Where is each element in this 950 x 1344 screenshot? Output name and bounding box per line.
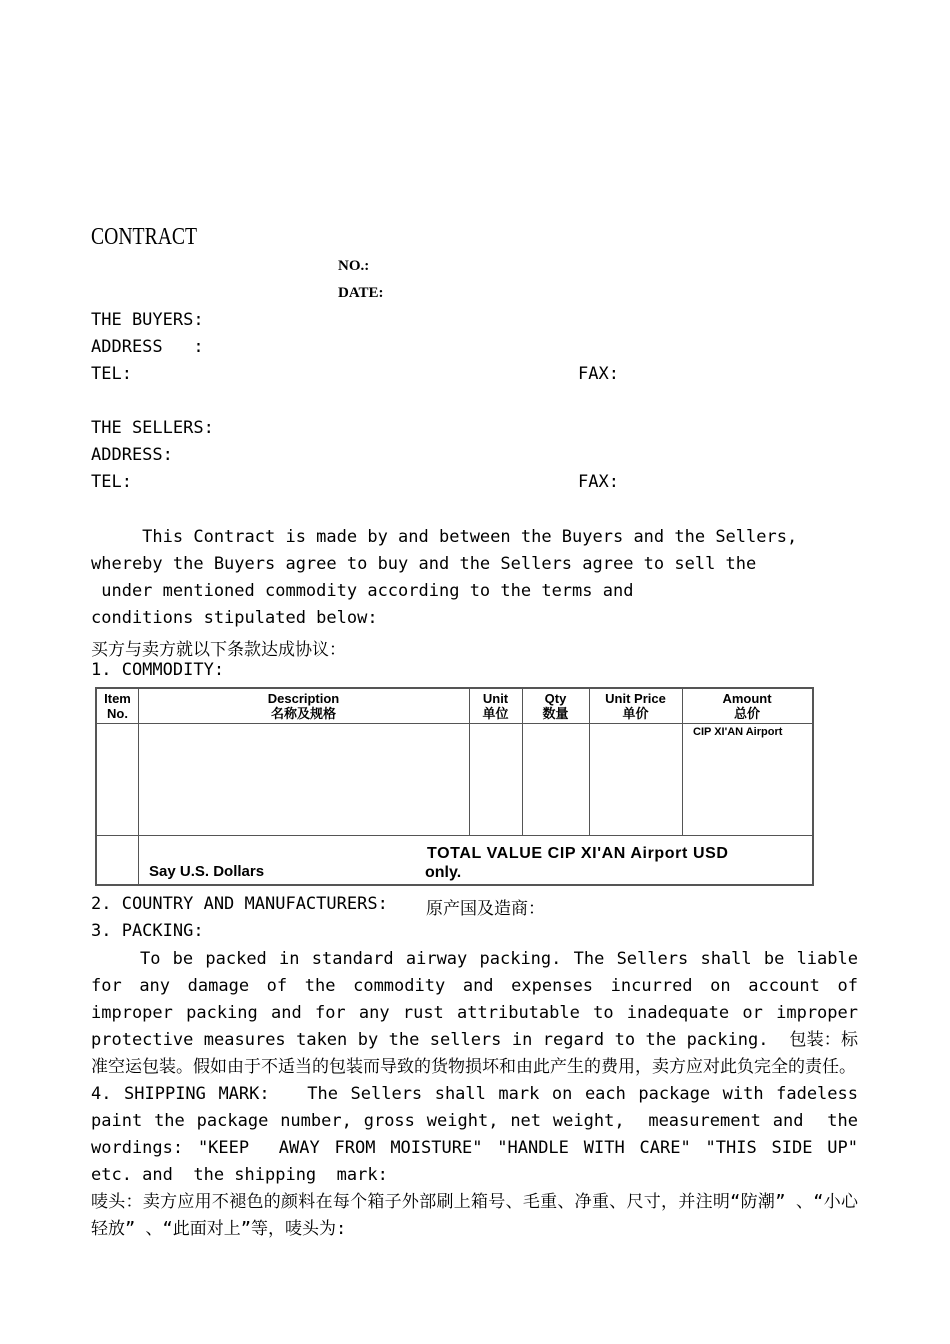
header-en: Description — [267, 691, 340, 706]
intro-line-4: conditions stipulated below: — [91, 608, 378, 628]
header-cn: 总价 — [733, 706, 760, 721]
intro-chinese: 买方与卖方就以下条款达成协议： — [91, 640, 346, 660]
sellers-fax-label: FAX: — [578, 472, 619, 492]
buyers-label: THE BUYERS: — [91, 310, 204, 330]
column-header-amount — [682, 691, 812, 721]
intro-line-2: whereby the Buyers agree to buy and the Sellers agree to sell the — [91, 554, 757, 574]
say-dollars-label: Say U.S. Dollars — [149, 863, 265, 880]
commodity-table — [95, 687, 814, 886]
table-divider — [97, 835, 812, 836]
section-shipping-mark-body: 4. SHIPPING MARK: The Sellers shall mark on each package with fadeless paint the package number, gross weight, net weight, measurement and the wordings: "KEEP AWAY FROM MOISTURE" "HANDLE WITH CARE" "THIS SIDE UP" etc. and the shipping mark: — [91, 1084, 879, 1185]
header-cn: No. — [107, 706, 128, 721]
section-shipping-mark-chinese: 唛头：卖方应用不褪色的颜料在每个箱子外部刷上箱号、毛重、净重、尺寸，并注明“防潮” 、“小心轻放” 、“此面对上”等，唛头为: — [91, 1192, 858, 1239]
section-packing-body: To be packed in standard airway packing. The Sellers shall be liable for any damage of the commodity and expenses incurred on account of improper packing and for any rust attributable to inadequate or improper protective measures taken by the sellers in regard to the packing. 包装：标准空运包装。假如由于不适当的包装而导致的货物损坏和由此产生的费用，卖方应对此负完全的责任。 — [91, 949, 869, 1077]
intro-line-3: under mentioned commodity according to the terms and — [91, 581, 634, 601]
header-en: Qty — [544, 691, 567, 706]
amount-terms-note: CIP XI'AN Airport — [693, 726, 783, 738]
header-cn: 名称及规格 — [270, 706, 336, 721]
column-header-unit-price — [589, 691, 682, 721]
column-header-item-no — [97, 691, 138, 721]
header-en: Unit Price — [605, 691, 666, 706]
sellers-label: THE SELLERS: — [91, 418, 214, 438]
header-en: Unit — [482, 691, 509, 706]
buyers-tel-label: TEL: — [91, 364, 132, 384]
column-header-description — [138, 691, 469, 721]
column-header-qty — [522, 691, 589, 721]
section-country-heading: 2. COUNTRY AND MANUFACTURERS: — [91, 894, 388, 914]
header-cn: 单价 — [622, 706, 649, 721]
sellers-address-label: ADDRESS: — [91, 445, 173, 465]
contract-number-label: NO.: — [338, 258, 370, 274]
section-packing-heading: 3. PACKING: — [91, 921, 204, 941]
intro-line-1: This Contract is made by and between the Buyers and the Sellers, — [91, 527, 798, 547]
section-country-chinese: 原产国及造商： — [426, 899, 545, 919]
header-cn: 数量 — [542, 706, 569, 721]
contract-date-label: DATE: — [338, 285, 384, 301]
column-header-unit — [469, 691, 522, 721]
total-value-label: TOTAL VALUE CIP XI'AN Airport USD — [427, 845, 729, 862]
header-en: Amount — [722, 691, 772, 706]
total-only-label: only. — [425, 864, 462, 881]
buyers-address-label: ADDRESS : — [91, 337, 204, 357]
table-divider — [97, 723, 812, 724]
header-en: Item — [104, 691, 131, 706]
page-title: CONTRACT — [91, 224, 198, 250]
sellers-tel-label: TEL: — [91, 472, 132, 492]
buyers-fax-label: FAX: — [578, 364, 619, 384]
section-commodity-heading: 1. COMMODITY: — [91, 660, 225, 680]
header-cn: 单位 — [482, 706, 509, 721]
